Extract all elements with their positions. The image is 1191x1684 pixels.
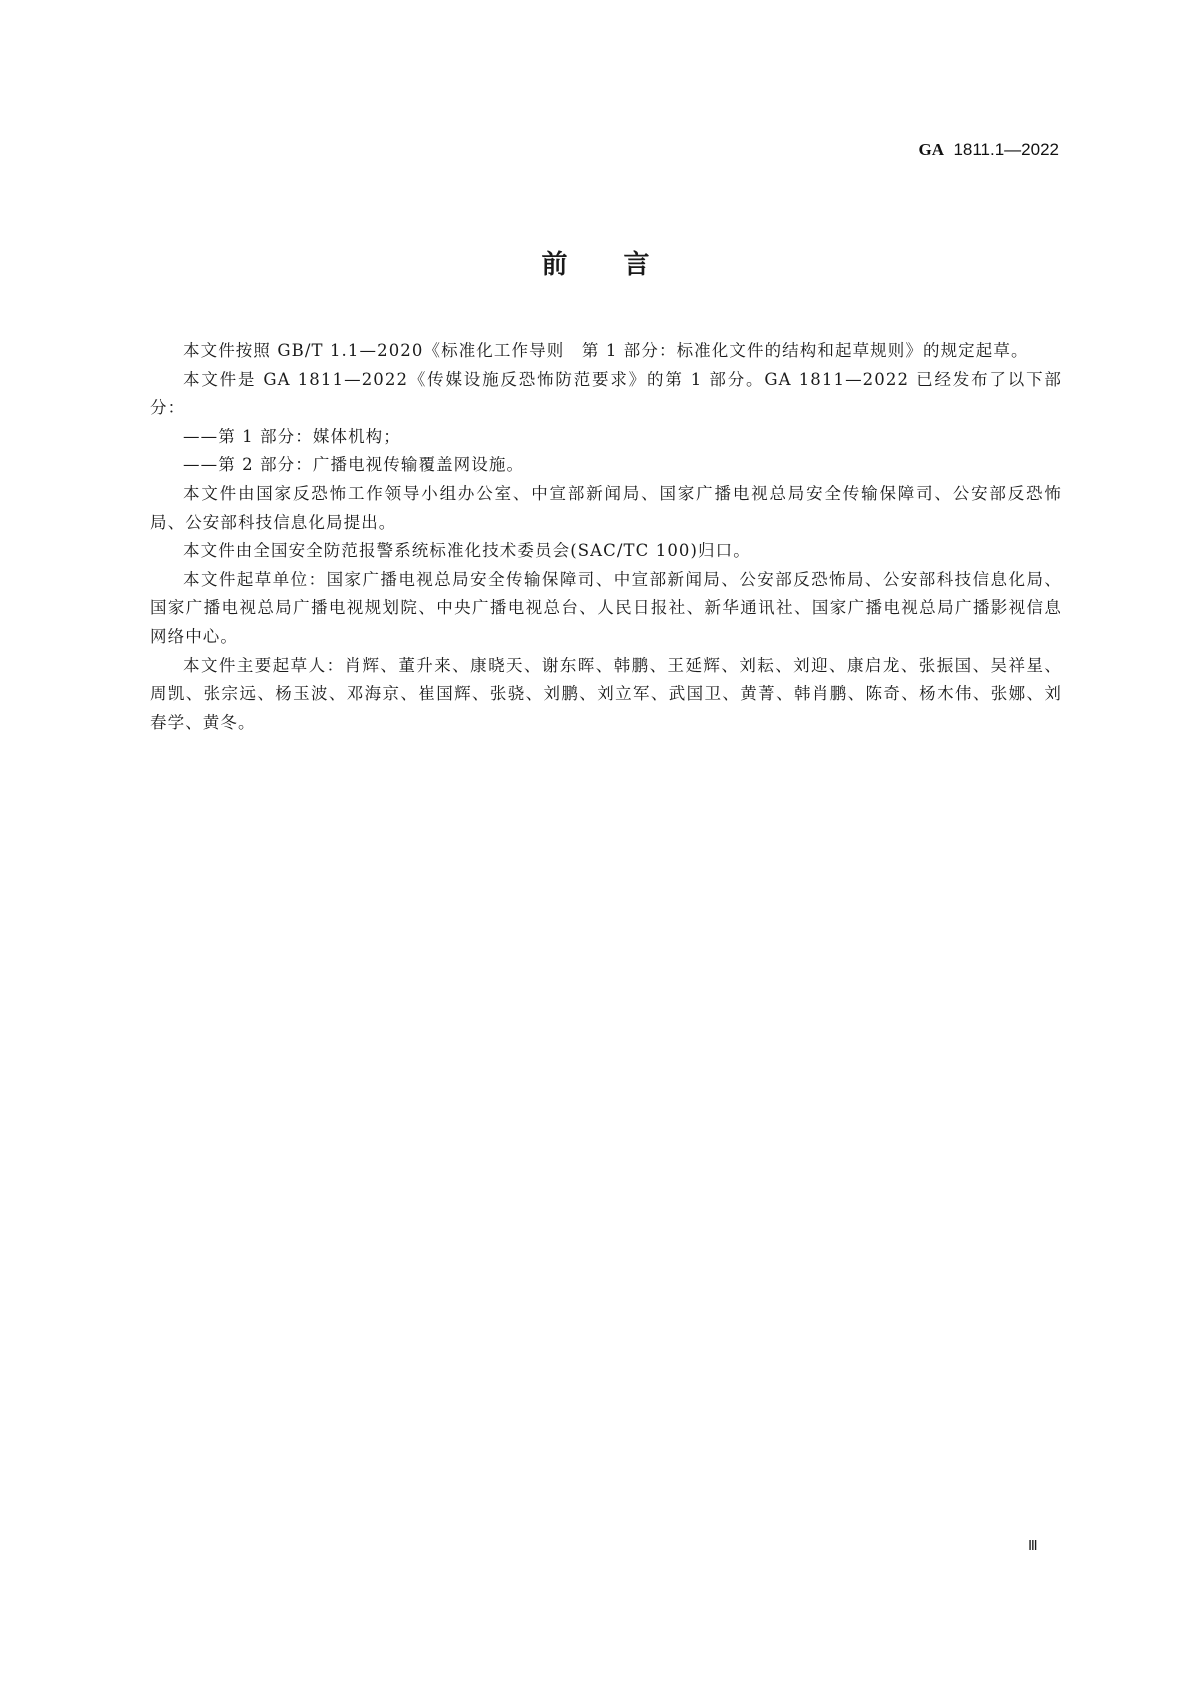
paragraph-centralized-by: 本文件由全国安全防范报警系统标准化技术委员会(SAC/TC 100)归口。: [183, 541, 751, 561]
list-item-part-2: ——第 2 部分：广播电视传输覆盖网设施。: [183, 455, 525, 475]
paragraph-drafting-rules: 本文件按照 GB/T 1.1—2020《标准化工作导则 第 1 部分：标准化文件的结构和起草规则》的规定起草。: [183, 341, 1029, 360]
page-title: [0, 244, 1191, 281]
title-char-1: 前: [541, 250, 568, 280]
paragraph-drafters: 本文件主要起草人：肖辉、董升来、康晓天、谢东晖、韩鹏、王延辉、刘耘、刘迎、康启龙、张振国、吴祥星、周凯、张宗远、杨玉波、邓海京、崔国辉、张骁、刘鹏、刘立军、武国卫、黄菁、韩肖鹏、陈奇、杨木伟、张娜、刘春学、黄冬。: [150, 655, 1062, 732]
standard-prefix: GA: [918, 140, 944, 159]
standard-code: 1811.1—2022: [953, 140, 1059, 159]
standard-number: [918, 140, 1059, 160]
paragraph-part-of-series: 本文件是 GA 1811—2022《传媒设施反恐怖防范要求》的第 1 部分。GA 1811—2022 已经发布了以下部分：: [150, 369, 1062, 418]
paragraph-drafting-units: 本文件起草单位：国家广播电视总局安全传输保障司、中宣部新闻局、公安部反恐怖局、公安部科技信息化局、国家广播电视总局广播电视规划院、中央广播电视总台、人民日报社、新华通讯社、国家广播电视总局广播影视信息网络中心。: [150, 569, 1062, 646]
list-item-part-1: ——第 1 部分：媒体机构；: [183, 426, 401, 446]
foreword-body: [150, 337, 1062, 737]
title-char-2: 言: [623, 250, 650, 280]
page-number: Ⅲ: [1028, 1539, 1037, 1554]
paragraph-proposed-by: 本文件由国家反恐怖工作领导小组办公室、中宣部新闻局、国家广播电视总局安全传输保障司、公安部反恐怖局、公安部科技信息化局提出。: [150, 483, 1062, 532]
